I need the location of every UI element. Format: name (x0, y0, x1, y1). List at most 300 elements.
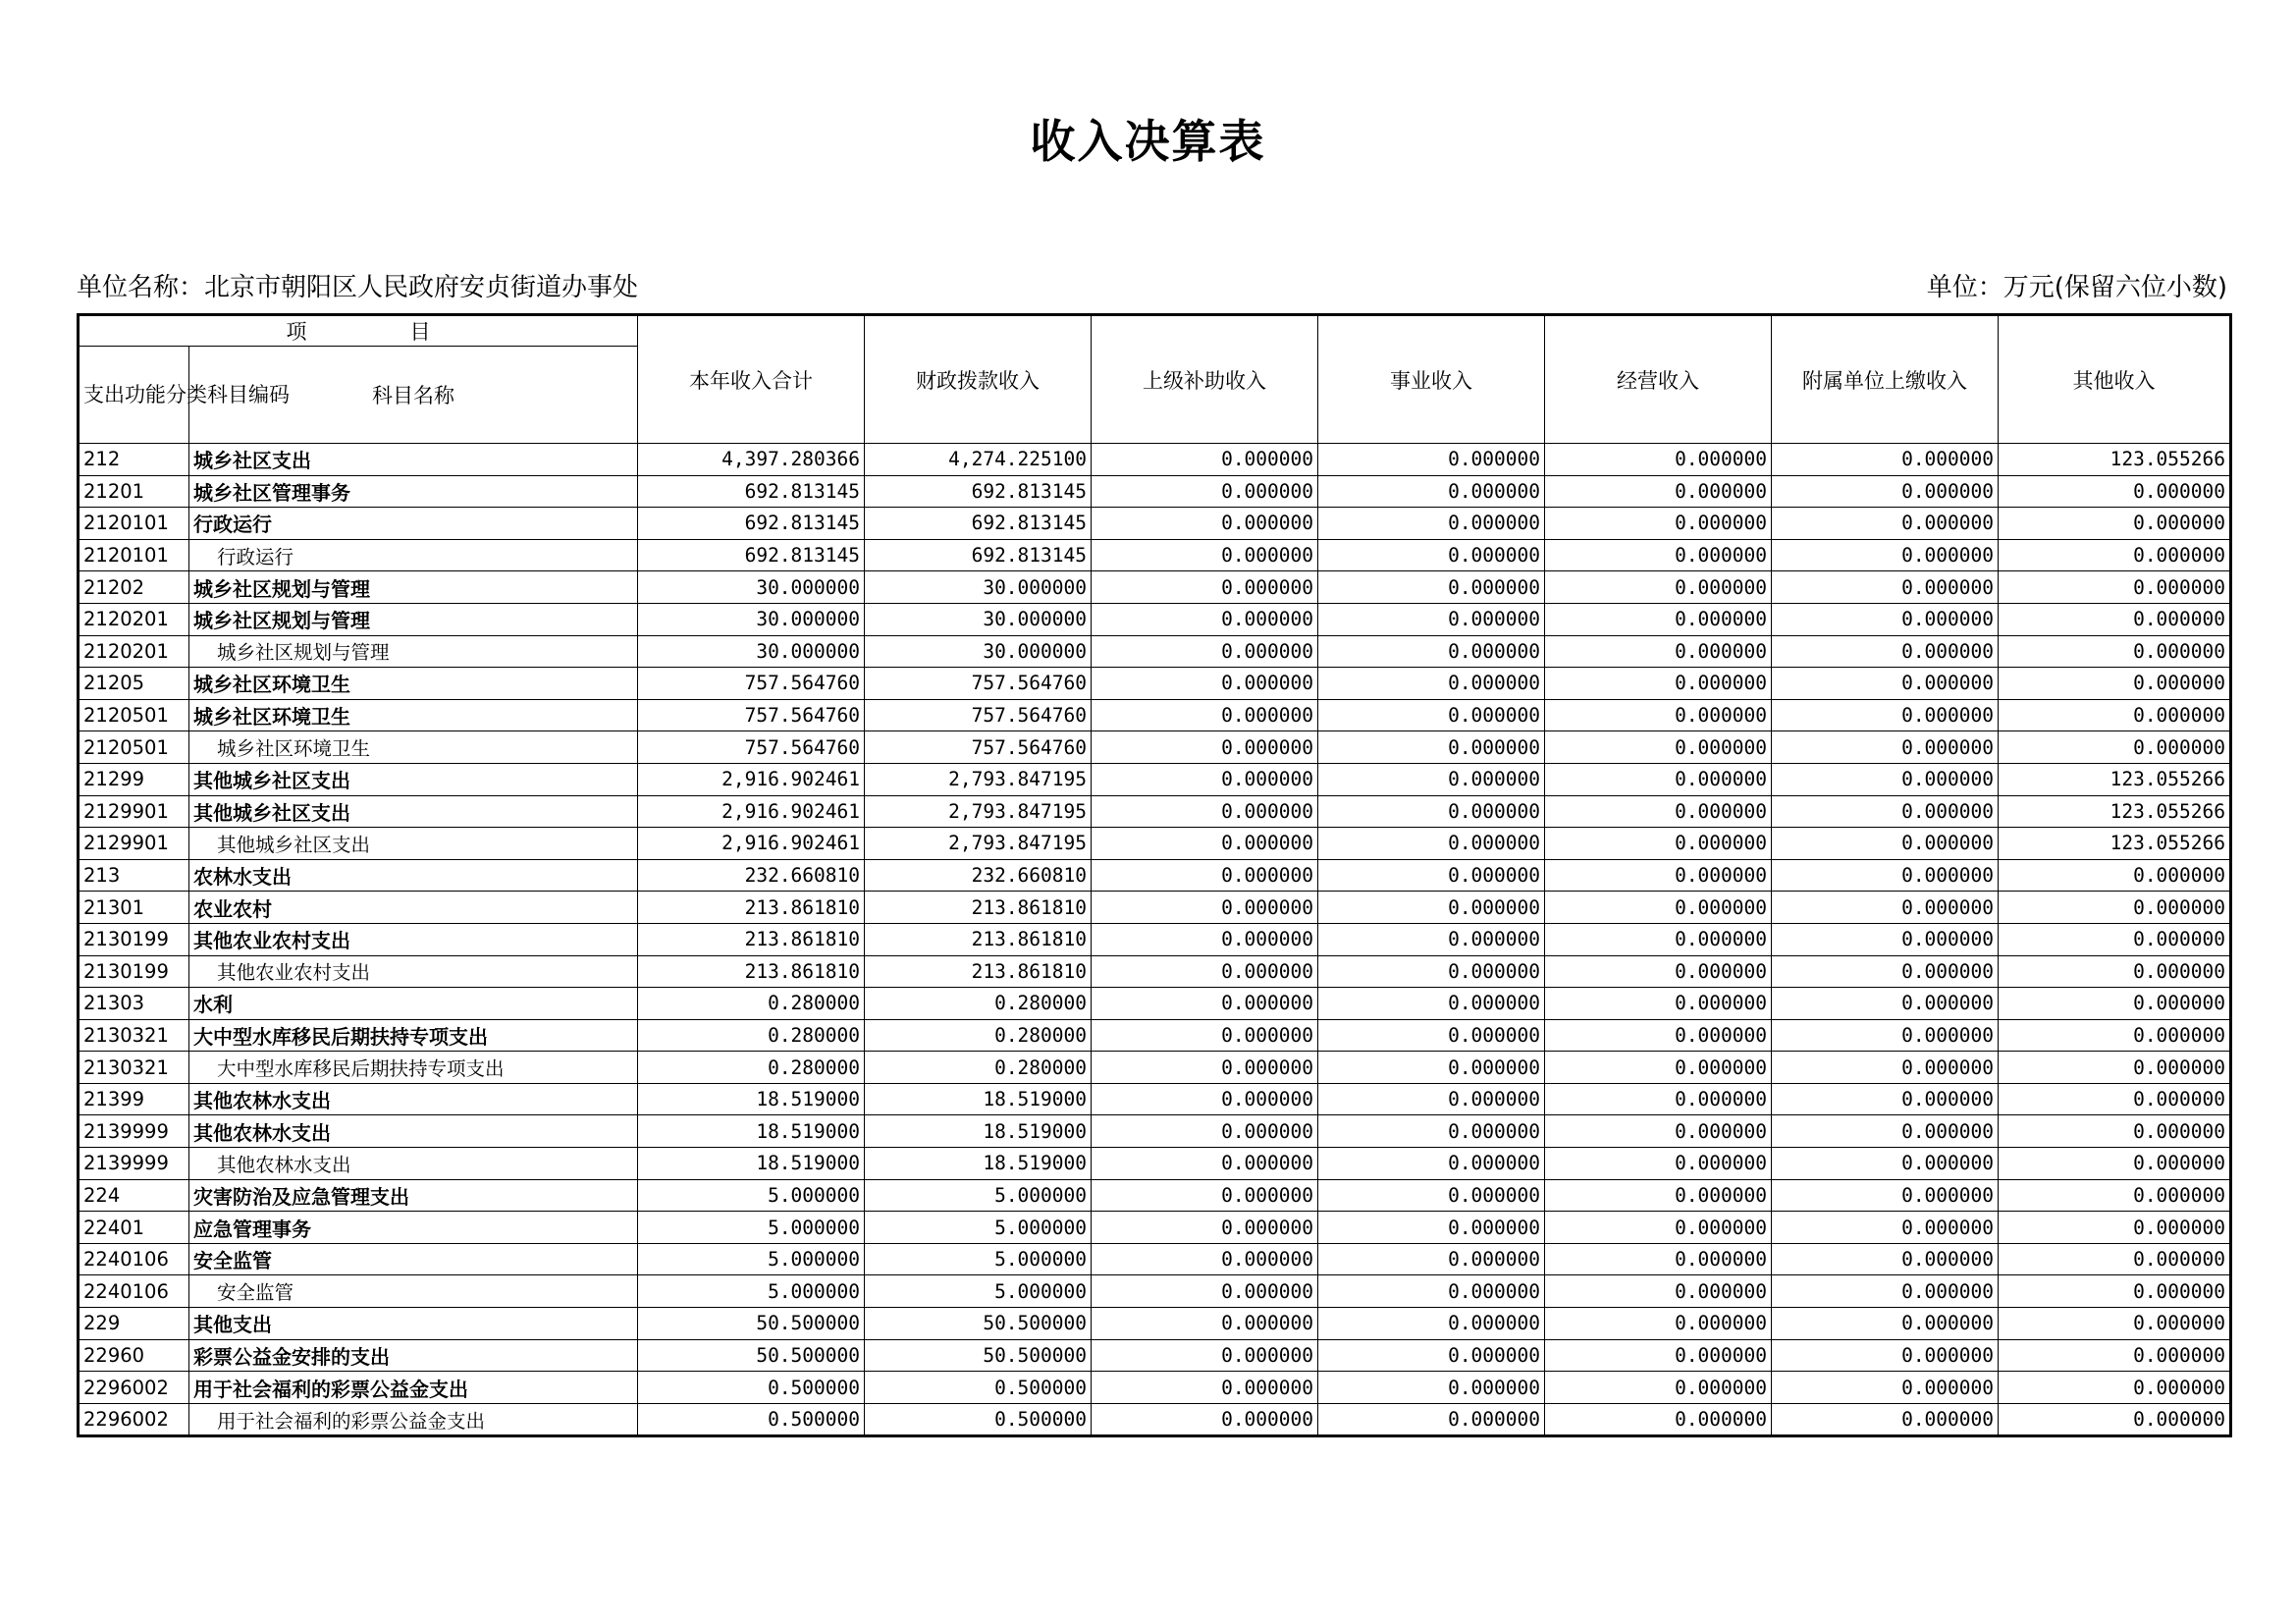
row-value: 0.000000 (1772, 1243, 1999, 1275)
row-code: 213 (79, 859, 189, 892)
row-value: 0.000000 (1772, 539, 1999, 571)
row-value: 0.000000 (1092, 1339, 1318, 1372)
row-value: 0.000000 (1092, 699, 1318, 731)
row-value: 0.000000 (1092, 1403, 1318, 1436)
row-name: 城乡社区规划与管理 (189, 603, 638, 635)
row-value: 692.813145 (638, 539, 865, 571)
row-value: 0.000000 (1545, 859, 1772, 892)
row-value: 0.000000 (1772, 1372, 1999, 1404)
row-value: 0.000000 (1318, 1243, 1545, 1275)
table-row (79, 828, 2231, 860)
row-value: 0.000000 (1772, 1019, 1999, 1052)
row-value: 0.000000 (1318, 828, 1545, 860)
row-value: 0.000000 (1318, 1212, 1545, 1244)
row-value: 0.000000 (1545, 892, 1772, 924)
row-value: 0.000000 (1092, 1019, 1318, 1052)
row-value: 0.000000 (1092, 988, 1318, 1020)
row-value: 232.660810 (638, 859, 865, 892)
row-value: 123.055266 (1999, 444, 2231, 476)
row-value: 0.000000 (1092, 603, 1318, 635)
row-value: 0.280000 (638, 988, 865, 1020)
row-value: 0.000000 (1545, 444, 1772, 476)
table-row (79, 1243, 2231, 1275)
row-name: 城乡社区规划与管理 (189, 635, 638, 668)
row-value: 692.813145 (865, 508, 1092, 540)
row-code: 2130199 (79, 923, 189, 955)
row-value: 0.000000 (1092, 571, 1318, 604)
row-value: 0.000000 (1772, 699, 1999, 731)
row-value: 0.000000 (1545, 603, 1772, 635)
row-value: 0.000000 (1999, 1083, 2231, 1115)
row-value: 0.000000 (1772, 923, 1999, 955)
row-value: 0.000000 (1318, 763, 1545, 795)
header-group: 项 目 (79, 315, 638, 347)
row-value: 50.500000 (638, 1308, 865, 1340)
row-value: 0.000000 (1545, 1308, 1772, 1340)
row-value: 213.861810 (638, 923, 865, 955)
table-row (79, 1083, 2231, 1115)
row-name: 农林水支出 (189, 859, 638, 892)
row-value: 757.564760 (865, 731, 1092, 764)
row-value: 30.000000 (865, 635, 1092, 668)
table-row (79, 1115, 2231, 1148)
col-header: 事业收入 (1318, 315, 1545, 444)
row-value: 0.000000 (1772, 1083, 1999, 1115)
row-name: 其他农业农村支出 (189, 923, 638, 955)
row-value: 0.000000 (1092, 763, 1318, 795)
row-value: 0.000000 (1545, 1339, 1772, 1372)
row-value: 0.000000 (1999, 859, 2231, 892)
row-name: 其他农业农村支出 (189, 955, 638, 988)
row-value: 5.000000 (865, 1179, 1092, 1212)
row-value: 0.000000 (1318, 539, 1545, 571)
row-name: 用于社会福利的彩票公益金支出 (189, 1372, 638, 1404)
col-header: 财政拨款收入 (865, 315, 1092, 444)
row-code: 2129901 (79, 795, 189, 828)
row-value: 0.000000 (1092, 1052, 1318, 1084)
row-value: 0.000000 (1092, 1148, 1318, 1180)
code-header: 支出功能分类科目编码 (79, 347, 189, 444)
row-value: 0.000000 (1545, 508, 1772, 540)
row-name: 大中型水库移民后期扶持专项支出 (189, 1052, 638, 1084)
row-value: 0.000000 (1999, 603, 2231, 635)
row-value: 0.000000 (1318, 1019, 1545, 1052)
row-name: 彩票公益金安排的支出 (189, 1339, 638, 1372)
row-value: 2,916.902461 (638, 795, 865, 828)
row-name: 行政运行 (189, 539, 638, 571)
table-row (79, 539, 2231, 571)
row-value: 0.000000 (1092, 1179, 1318, 1212)
row-value: 213.861810 (638, 892, 865, 924)
row-name: 其他农林水支出 (189, 1115, 638, 1148)
row-value: 0.000000 (1999, 1243, 2231, 1275)
row-name: 水利 (189, 988, 638, 1020)
row-code: 21202 (79, 571, 189, 604)
row-name: 行政运行 (189, 508, 638, 540)
row-value: 2,793.847195 (865, 795, 1092, 828)
col-header: 附属单位上缴收入 (1772, 315, 1999, 444)
row-code: 2130199 (79, 955, 189, 988)
row-value: 0.000000 (1092, 475, 1318, 508)
row-value: 0.000000 (1999, 1052, 2231, 1084)
row-code: 21299 (79, 763, 189, 795)
row-value: 0.000000 (1999, 923, 2231, 955)
row-value: 0.000000 (1772, 1403, 1999, 1436)
row-code: 224 (79, 1179, 189, 1212)
row-value: 2,916.902461 (638, 828, 865, 860)
row-code: 21301 (79, 892, 189, 924)
row-value: 5.000000 (865, 1275, 1092, 1308)
row-value: 757.564760 (638, 699, 865, 731)
row-value: 50.500000 (865, 1339, 1092, 1372)
row-value: 0.000000 (1545, 1148, 1772, 1180)
row-value: 0.000000 (1545, 539, 1772, 571)
row-value: 123.055266 (1999, 828, 2231, 860)
row-value: 4,397.280366 (638, 444, 865, 476)
row-value: 0.000000 (1772, 508, 1999, 540)
row-value: 2,793.847195 (865, 828, 1092, 860)
table-row (79, 475, 2231, 508)
row-value: 0.000000 (1092, 1243, 1318, 1275)
row-value: 0.000000 (1545, 1403, 1772, 1436)
table-row (79, 1148, 2231, 1180)
table-row (79, 892, 2231, 924)
row-value: 0.000000 (1092, 859, 1318, 892)
row-value: 0.000000 (1318, 795, 1545, 828)
row-value: 0.000000 (1545, 923, 1772, 955)
row-value: 692.813145 (865, 475, 1092, 508)
row-value: 0.000000 (1772, 475, 1999, 508)
row-value: 0.000000 (1318, 1403, 1545, 1436)
row-code: 229 (79, 1308, 189, 1340)
table-row (79, 635, 2231, 668)
table-row (79, 571, 2231, 604)
row-name: 其他城乡社区支出 (189, 828, 638, 860)
table-row (79, 955, 2231, 988)
row-value: 0.000000 (1545, 475, 1772, 508)
row-value: 0.000000 (1318, 603, 1545, 635)
row-value: 0.000000 (1999, 635, 2231, 668)
table-row (79, 763, 2231, 795)
row-value: 18.519000 (638, 1083, 865, 1115)
row-value: 0.000000 (1092, 1372, 1318, 1404)
row-value: 0.000000 (1772, 444, 1999, 476)
row-code: 2129901 (79, 828, 189, 860)
row-code: 2120501 (79, 731, 189, 764)
row-name: 城乡社区管理事务 (189, 475, 638, 508)
row-value: 0.280000 (865, 988, 1092, 1020)
row-value: 0.000000 (1092, 444, 1318, 476)
row-value: 0.000000 (1318, 444, 1545, 476)
row-value: 0.000000 (1092, 955, 1318, 988)
table-row (79, 1308, 2231, 1340)
col-header: 本年收入合计 (638, 315, 865, 444)
row-value: 50.500000 (865, 1308, 1092, 1340)
page-title: 收入决算表 (1030, 115, 1266, 168)
row-value: 0.280000 (865, 1052, 1092, 1084)
row-value: 18.519000 (865, 1115, 1092, 1148)
table-row (79, 699, 2231, 731)
row-code: 22960 (79, 1339, 189, 1372)
row-value: 0.000000 (1092, 892, 1318, 924)
row-value: 5.000000 (865, 1243, 1092, 1275)
row-value: 0.000000 (1092, 795, 1318, 828)
row-value: 0.000000 (1772, 988, 1999, 1020)
row-value: 0.000000 (1772, 892, 1999, 924)
row-value: 0.500000 (865, 1372, 1092, 1404)
row-value: 0.000000 (1772, 668, 1999, 700)
row-name: 用于社会福利的彩票公益金支出 (189, 1403, 638, 1436)
row-name: 安全监管 (189, 1243, 638, 1275)
row-name: 城乡社区环境卫生 (189, 668, 638, 700)
row-value: 5.000000 (638, 1275, 865, 1308)
row-value: 0.000000 (1545, 571, 1772, 604)
row-value: 0.000000 (1545, 988, 1772, 1020)
row-value: 0.000000 (1999, 1212, 2231, 1244)
row-value: 0.000000 (1092, 1083, 1318, 1115)
row-value: 692.813145 (638, 508, 865, 540)
row-value: 0.000000 (1999, 571, 2231, 604)
row-value: 0.000000 (1545, 635, 1772, 668)
unit-label: 单位：万元(保留六位小数) (1926, 273, 2227, 302)
table-row (79, 731, 2231, 764)
row-value: 0.000000 (1772, 1275, 1999, 1308)
table-row (79, 795, 2231, 828)
row-value: 0.000000 (1545, 1243, 1772, 1275)
row-value: 0.000000 (1999, 1403, 2231, 1436)
income-table (77, 313, 2232, 1437)
row-value: 4,274.225100 (865, 444, 1092, 476)
row-value: 0.000000 (1545, 1019, 1772, 1052)
table-row (79, 859, 2231, 892)
row-name: 安全监管 (189, 1275, 638, 1308)
row-name: 城乡社区支出 (189, 444, 638, 476)
row-value: 0.000000 (1092, 1308, 1318, 1340)
row-value: 213.861810 (865, 892, 1092, 924)
row-value: 0.000000 (1318, 1339, 1545, 1372)
table-row (79, 1339, 2231, 1372)
row-value: 0.000000 (1545, 763, 1772, 795)
row-value: 0.000000 (1092, 1115, 1318, 1148)
row-value: 123.055266 (1999, 763, 2231, 795)
row-name: 农业农村 (189, 892, 638, 924)
row-value: 0.000000 (1999, 1308, 2231, 1340)
row-value: 0.000000 (1772, 1052, 1999, 1084)
row-value: 0.500000 (638, 1372, 865, 1404)
table-row (79, 1212, 2231, 1244)
table-row (79, 444, 2231, 476)
row-value: 0.000000 (1772, 571, 1999, 604)
col-header: 经营收入 (1545, 315, 1772, 444)
row-value: 0.000000 (1772, 828, 1999, 860)
row-value: 213.861810 (865, 955, 1092, 988)
table-row (79, 1403, 2231, 1436)
row-code: 21201 (79, 475, 189, 508)
row-value: 0.000000 (1999, 1372, 2231, 1404)
row-value: 0.000000 (1999, 731, 2231, 764)
row-value: 0.000000 (1092, 828, 1318, 860)
row-value: 0.000000 (1772, 859, 1999, 892)
row-value: 0.000000 (1772, 1179, 1999, 1212)
row-value: 0.000000 (1772, 763, 1999, 795)
row-value: 2,793.847195 (865, 763, 1092, 795)
row-value: 0.500000 (638, 1403, 865, 1436)
row-value: 0.000000 (1318, 571, 1545, 604)
row-code: 2240106 (79, 1243, 189, 1275)
row-code: 2120101 (79, 539, 189, 571)
row-code: 2120201 (79, 603, 189, 635)
row-value: 757.564760 (865, 668, 1092, 700)
row-code: 2139999 (79, 1115, 189, 1148)
row-value: 0.000000 (1545, 828, 1772, 860)
row-value: 0.000000 (1318, 955, 1545, 988)
row-value: 232.660810 (865, 859, 1092, 892)
row-code: 21399 (79, 1083, 189, 1115)
row-code: 2139999 (79, 1148, 189, 1180)
row-value: 0.000000 (1318, 1275, 1545, 1308)
row-value: 0.000000 (1999, 539, 2231, 571)
row-value: 30.000000 (638, 571, 865, 604)
row-value: 0.000000 (1545, 1052, 1772, 1084)
row-value: 0.280000 (638, 1052, 865, 1084)
row-value: 0.000000 (1092, 508, 1318, 540)
row-value: 30.000000 (865, 571, 1092, 604)
row-value: 18.519000 (865, 1148, 1092, 1180)
table-row (79, 1372, 2231, 1404)
row-value: 0.000000 (1545, 1212, 1772, 1244)
row-value: 18.519000 (638, 1115, 865, 1148)
row-value: 0.000000 (1092, 539, 1318, 571)
row-value: 0.280000 (638, 1019, 865, 1052)
row-value: 0.000000 (1999, 1115, 2231, 1148)
row-value: 0.000000 (1318, 508, 1545, 540)
col-header: 其他收入 (1999, 315, 2231, 444)
row-value: 0.000000 (1318, 1179, 1545, 1212)
row-value: 123.055266 (1999, 795, 2231, 828)
row-value: 30.000000 (638, 603, 865, 635)
col-header: 上级补助收入 (1092, 315, 1318, 444)
table-row (79, 988, 2231, 1020)
row-value: 757.564760 (638, 668, 865, 700)
row-code: 2296002 (79, 1403, 189, 1436)
row-code: 21303 (79, 988, 189, 1020)
table-row (79, 1275, 2231, 1308)
row-value: 5.000000 (638, 1212, 865, 1244)
table-row (79, 668, 2231, 700)
row-value: 0.500000 (865, 1403, 1092, 1436)
table-row (79, 1179, 2231, 1212)
row-value: 0.000000 (1772, 1308, 1999, 1340)
row-value: 0.000000 (1318, 892, 1545, 924)
row-value: 0.000000 (1318, 1052, 1545, 1084)
name-header: 科目名称 (189, 347, 638, 444)
row-value: 0.000000 (1999, 1339, 2231, 1372)
row-value: 692.813145 (865, 539, 1092, 571)
row-value: 0.000000 (1772, 603, 1999, 635)
row-value: 0.000000 (1772, 1148, 1999, 1180)
row-value: 0.000000 (1772, 1115, 1999, 1148)
row-value: 0.280000 (865, 1019, 1092, 1052)
row-code: 2120101 (79, 508, 189, 540)
row-name: 城乡社区环境卫生 (189, 699, 638, 731)
row-name: 其他城乡社区支出 (189, 795, 638, 828)
row-value: 30.000000 (638, 635, 865, 668)
row-name: 应急管理事务 (189, 1212, 638, 1244)
row-code: 2130321 (79, 1052, 189, 1084)
row-value: 0.000000 (1318, 635, 1545, 668)
table-body (79, 444, 2231, 1436)
row-value: 0.000000 (1318, 668, 1545, 700)
row-value: 0.000000 (1772, 1339, 1999, 1372)
table-row (79, 1019, 2231, 1052)
row-value: 0.000000 (1092, 635, 1318, 668)
row-value: 0.000000 (1318, 1148, 1545, 1180)
row-value: 0.000000 (1318, 988, 1545, 1020)
row-name: 城乡社区规划与管理 (189, 571, 638, 604)
row-value: 0.000000 (1318, 731, 1545, 764)
row-code: 2296002 (79, 1372, 189, 1404)
row-value: 0.000000 (1999, 955, 2231, 988)
row-value: 0.000000 (1318, 475, 1545, 508)
unit-name: 单位名称：北京市朝阳区人民政府安贞街道办事处 (77, 273, 639, 302)
row-value: 0.000000 (1999, 1148, 2231, 1180)
row-code: 21205 (79, 668, 189, 700)
row-value: 757.564760 (638, 731, 865, 764)
row-value: 0.000000 (1545, 699, 1772, 731)
row-value: 50.500000 (638, 1339, 865, 1372)
row-value: 0.000000 (1318, 1115, 1545, 1148)
row-value: 0.000000 (1999, 1275, 2231, 1308)
row-value: 0.000000 (1999, 892, 2231, 924)
row-value: 0.000000 (1318, 1372, 1545, 1404)
row-value: 213.861810 (638, 955, 865, 988)
row-code: 2240106 (79, 1275, 189, 1308)
row-value: 0.000000 (1999, 668, 2231, 700)
row-value: 0.000000 (1999, 475, 2231, 508)
row-code: 212 (79, 444, 189, 476)
row-value: 5.000000 (638, 1243, 865, 1275)
row-value: 0.000000 (1999, 508, 2231, 540)
row-name: 灾害防治及应急管理支出 (189, 1179, 638, 1212)
row-code: 2120501 (79, 699, 189, 731)
row-name: 城乡社区环境卫生 (189, 731, 638, 764)
row-value: 0.000000 (1545, 955, 1772, 988)
table-row (79, 603, 2231, 635)
row-value: 0.000000 (1772, 635, 1999, 668)
row-value: 0.000000 (1772, 955, 1999, 988)
row-value: 0.000000 (1092, 668, 1318, 700)
row-code: 2130321 (79, 1019, 189, 1052)
row-value: 0.000000 (1092, 1275, 1318, 1308)
row-value: 2,916.902461 (638, 763, 865, 795)
row-value: 0.000000 (1092, 1212, 1318, 1244)
row-value: 0.000000 (1545, 795, 1772, 828)
row-value: 0.000000 (1318, 859, 1545, 892)
row-value: 5.000000 (638, 1179, 865, 1212)
row-name: 大中型水库移民后期扶持专项支出 (189, 1019, 638, 1052)
row-value: 5.000000 (865, 1212, 1092, 1244)
row-name: 其他农林水支出 (189, 1083, 638, 1115)
row-value: 0.000000 (1999, 988, 2231, 1020)
row-value: 0.000000 (1545, 731, 1772, 764)
table-row (79, 1052, 2231, 1084)
row-value: 0.000000 (1318, 1083, 1545, 1115)
row-name: 其他农林水支出 (189, 1148, 638, 1180)
row-value: 0.000000 (1545, 1275, 1772, 1308)
row-value: 0.000000 (1318, 923, 1545, 955)
row-value: 0.000000 (1545, 668, 1772, 700)
table-row (79, 508, 2231, 540)
